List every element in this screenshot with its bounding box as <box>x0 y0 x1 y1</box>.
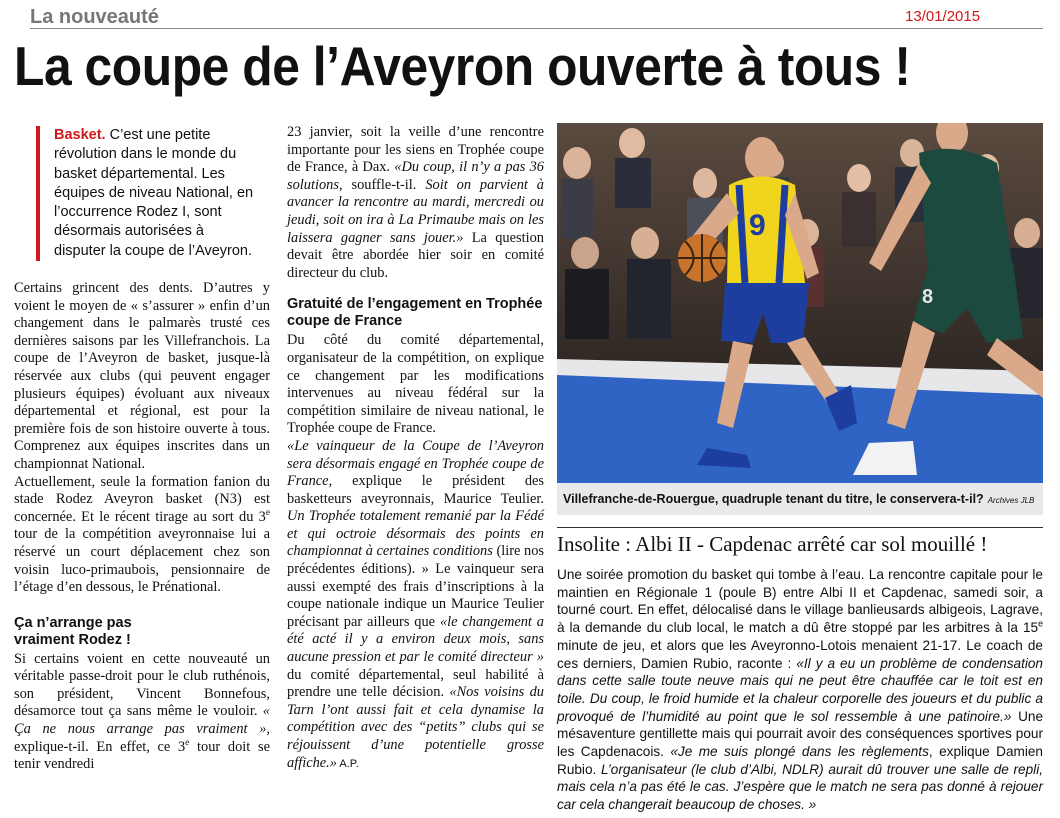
quote: «le changement a été acté il y a environ deux mois, sans aucune pression et par le comité directeur » <box>287 613 544 666</box>
text-run: tour doit se tenir vendredi <box>14 738 270 773</box>
quote: «Nos voisins du Tarn l’ont aussi fait et cela dynamise la compétition avec des “petits” clubs qui se réjouissent d’une potentielle grosse affiche.» <box>287 684 544 771</box>
quote: Un Trophée totalement remanié par la Fédé et qui octroie désormais des points en championnat à certaines conditions <box>287 508 544 560</box>
paragraph: Certains grincent des dents. D’autres y voient le moyen de « s’assurer » enfin d’un changement dans le palmarès trusté ces dernières saisons par les Villefranchois. La coupe de l’Aveyron de basket, jusque-là réservée aux clubs (qui peuvent engager plusieurs équipes) évoluant aux niveaux départemental et régional, est pour la première fois de son histoire ouverte à tous. Comprenez aux équipes inscrites dans un championnat National. <box>14 280 270 472</box>
article-photo <box>557 123 1043 483</box>
headline: La coupe de l’Aveyron ouverte à tous ! <box>14 35 911 97</box>
caption-text: Villefranche-de-Rouergue, quadruple tenant du titre, le conservera-t-il? <box>563 492 984 506</box>
quote: L’organisateur (le club d’Albi, NDLR) aurait dû trouver une salle de repli, mais cela n’a pas été le cas. J’espère que le match ne sera pas donné à rejouer car cela changerait beaucoup de choses. » <box>557 761 1043 813</box>
text-run: (lire nos précédentes éditions). » Le vainqueur sera aussi exempté des frais d’inscriptions à la coupe nationale indique un Maurice Teulier précisant par ailleurs que <box>287 543 544 630</box>
superscript: e <box>185 737 190 748</box>
superscript: e <box>1038 618 1043 629</box>
quote: «Le vainqueur de la Coupe de l’Aveyron sera désormais engagé en Trophée coupe de France <box>287 437 544 490</box>
insolite-title: Insolite : Albi II - Capdenac arrêté car sol mouillé ! <box>557 532 988 556</box>
text-run: , explique le président des basketteurs aveyronnais, Maurice Teulier. <box>287 473 544 507</box>
paragraph <box>14 651 270 774</box>
text-run: Une mésaventure gentillette mais qui pourrait avoir des conséquences sportives pour les Capdenacois. <box>557 708 1044 760</box>
paragraph <box>287 438 544 773</box>
text-run: Une soirée promotion du basket qui tombe à l’eau. La rencontre capitale pour le maintien en Régionale 1 (poule B) entre Albi II et Capdenac, samedi soir, a tourné court. En effet, délocalisé dans le village banlieusards albigeois, Lagrave, à la demande du club local, le match a dû être stoppé par les arbitres à la 15 <box>557 567 1043 636</box>
text-run: du comité départemental, seul habilité à prendre une telle décision. <box>287 666 544 701</box>
photo-caption <box>557 483 1043 515</box>
text-run: , souffle-t-il. <box>338 176 426 193</box>
paragraph: Du côté du comité départemental, organisateur de la compétition, on explique ce changement par les modifications intervenues au niveau fédéral sur la compétition similaire de niveau national, le Trophée coupe de France. <box>287 332 544 437</box>
basketball-seams <box>678 234 726 282</box>
quote: «Du coup, il n’y a pas 36 solutions <box>287 159 545 193</box>
quote: « Ça ne nous arrange pas vraiment » <box>14 703 270 738</box>
section-rubric: La nouveauté <box>30 6 159 28</box>
superscript: e <box>265 507 270 518</box>
text-run: La question devait être abordée hier soir en comité directeur du club. <box>287 229 544 281</box>
text-run: 23 janvier, soit la veille d’une rencontre importante pour les siens en Trophée coupe de France, à Dax. <box>287 124 544 176</box>
svg-text:9: 9 <box>749 209 766 242</box>
lead-kicker: Basket. <box>54 127 106 143</box>
lead-paragraph <box>36 126 254 261</box>
quote: Soit on parvient à avancer la rencontre au mardi, mercredi ou jeudi, soit on ira à La Primaube mais on les laissera gagner sans jouer.» <box>287 176 545 246</box>
quote: «Je me suis plongé dans les règlements <box>670 744 929 760</box>
text-run: tour de la compétition aveyronnaise lui a réservé un court déplacement chez son voisin luco-primaubois, pensionnaire de l’étage d’en dessous, le Prénational. <box>14 526 270 596</box>
publication-date: 13/01/2015 <box>905 8 981 25</box>
article-column-1 <box>14 280 270 774</box>
paragraph <box>287 124 544 282</box>
subheading: Gratuité de l’engagement en Trophée coupe de France <box>287 296 543 330</box>
paragraph <box>14 474 270 597</box>
insolite-rule <box>557 527 1043 528</box>
text-run: , explique-t-il. En effet, ce 3 <box>14 721 270 755</box>
text-run: minute de jeu, et alors que les Aveyronno-Lotois menaient 21-17. Le coach de ces derniers, Damien Rubio, raconte : <box>557 637 1043 671</box>
header-rule <box>30 28 1043 29</box>
article-column-2 <box>287 124 544 773</box>
author-signature: A.P. <box>336 757 359 770</box>
lead-text: C’est une petite révolution dans le monde du basket départemental. Les équipes de niveau National, en l’occurrence Rodez I, sont désormais autorisées à disputer la coupe de l’Aveyron. <box>54 127 254 259</box>
insolite-body <box>557 566 1043 814</box>
text-run: Actuellement, seule la formation fanion du stade Rodez Aveyron basket (N3) est concernée. Et le récent tirage au sort du 3 <box>14 473 270 525</box>
text-run: , explique Damien Rubio. <box>557 744 1043 777</box>
svg-text:8: 8 <box>922 286 934 308</box>
text-run: Si certains voient en cette nouveauté un véritable passe-droit pour le club ruthénois, son président, Vincent Bonnefous, désamorce tout ça sans même le vouloir. <box>14 650 270 720</box>
quote: «Il y a eu un problème de condensation dans cette salle toute neuve mais qui ne peut être chauffée car le toit est en toile. Du coup, le froid humide et la chaleur corporelle des joueurs et du public a provoqué de l’humidité au point que le sol ressemble à une patinoire.» <box>557 655 1043 724</box>
photo-credit: Archives JLB <box>987 496 1035 505</box>
basketball-photo-illustration <box>557 123 1043 483</box>
subheading: Ça n’arrange pas vraiment Rodez ! <box>14 614 132 648</box>
